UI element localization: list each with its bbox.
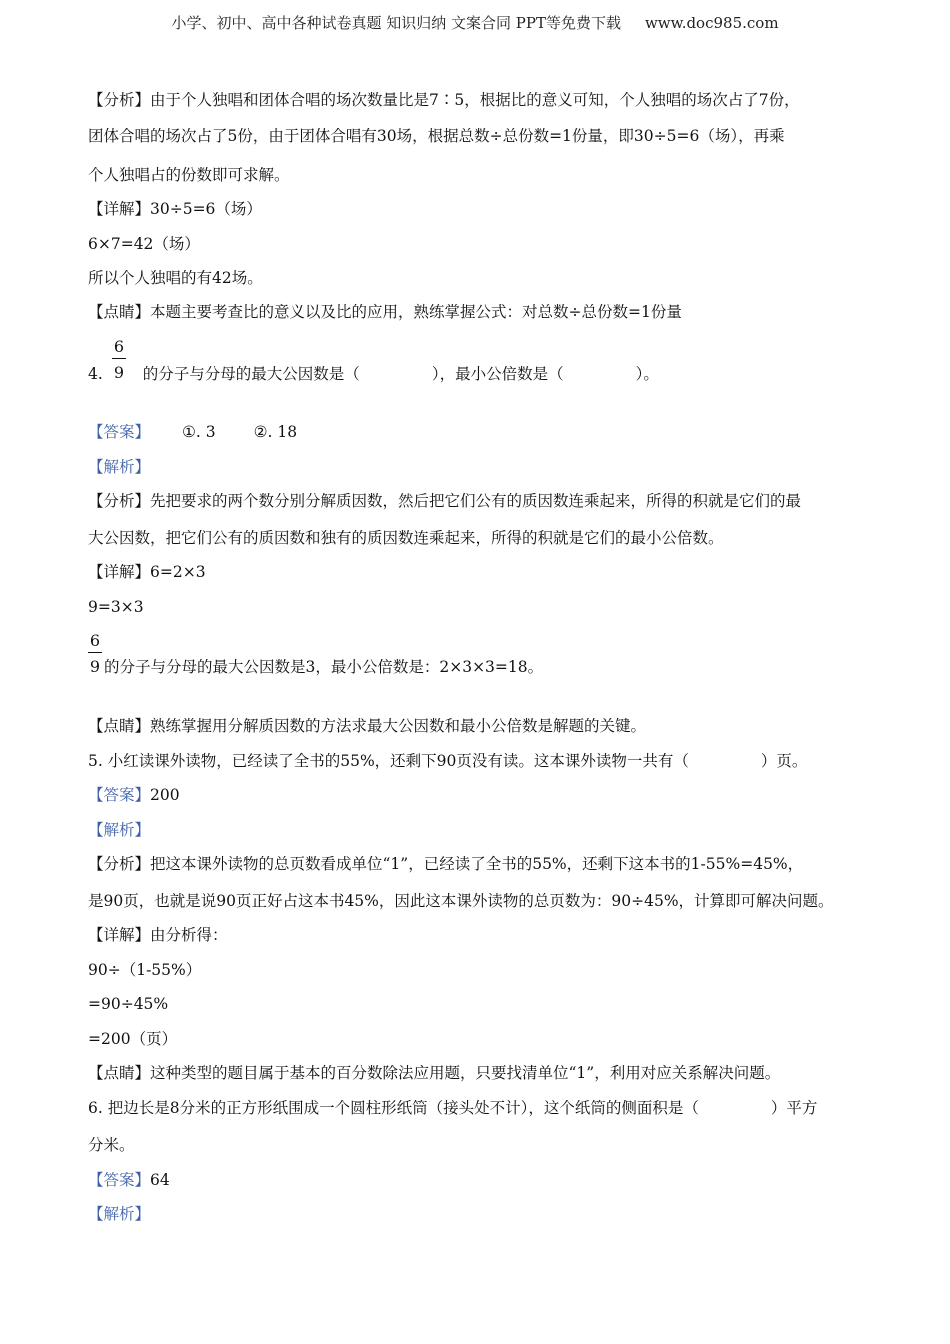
fraction-bar	[112, 358, 126, 359]
q4-question	[88, 364, 659, 384]
q5-analysis-2: 是90页，也就是说90页正好占这本书45%，因此这本课外读物的总页数为：90÷45%，计算即可解决问题。	[88, 892, 834, 910]
q6-answer	[88, 1170, 170, 1190]
dianjing-line: 【点睛】本题主要考查比的意义以及比的应用，熟练掌握公式：对总数÷总份数=1份量	[88, 303, 682, 321]
q4-answer-1: ①. 3	[182, 423, 216, 441]
answer-label: 【答案】	[88, 1171, 151, 1189]
answer-label: 【答案】	[88, 786, 151, 804]
q4-jiexi-label: 【解析】	[88, 458, 151, 476]
q6-question-2: 分米。	[88, 1136, 135, 1154]
detail-line-2: 6×7=42（场）	[88, 235, 200, 253]
q4-text-a: 的分子与分母的最大公因数是（	[142, 365, 360, 383]
q5-analysis-1: 【分析】把这本课外读物的总页数看成单位“1”，已经读了全书的55%，还剩下这本书的1-55%=45%，	[88, 855, 804, 873]
q4-fraction-2-denominator: 9	[89, 657, 101, 676]
fraction-bar	[88, 652, 102, 653]
q5-detail-2: 90÷（1-55%）	[88, 961, 202, 979]
q5-question-a: 5. 小红读课外读物，已经读了全书的55%，还剩下90页没有读。这本课外读物一共有（	[88, 752, 689, 770]
q5-question-b: ）页。	[760, 752, 808, 770]
q4-detail-1: 【详解】6=2×3	[88, 563, 206, 581]
analysis-line-3: 个人独唱占的份数即可求解。	[88, 166, 290, 184]
q6-answer-value: 64	[150, 1171, 170, 1189]
q4-fraction-numerator: 6	[113, 337, 125, 356]
detail-line-3: 所以个人独唱的有42场。	[88, 269, 263, 287]
q4-text-c: ）。	[635, 365, 659, 383]
detail-line-1: 【详解】30÷5=6（场）	[88, 200, 262, 218]
q4-answer-2: ②. 18	[253, 423, 298, 441]
q4-detail-3: 的分子与分母的最大公因数是3，最小公倍数是：2×3×3=18。	[104, 658, 544, 676]
analysis-line-1: 【分析】由于个人独唱和团体合唱的场次数量比是7∶5，根据比的意义可知，个人独唱的场次占了7份，	[88, 91, 800, 109]
q5-detail-3: =90÷45%	[88, 995, 169, 1013]
q5-detail-1: 【详解】由分析得：	[88, 926, 228, 944]
q4-analysis-1: 【分析】先把要求的两个数分别分解质因数，然后把它们公有的质因数连乘起来，所得的积就是它们的最	[88, 492, 802, 510]
q6-jiexi-label: 【解析】	[88, 1205, 151, 1223]
q4-fraction-denominator: 9	[113, 363, 125, 382]
q4-answer	[88, 422, 297, 442]
q5-jiexi-label: 【解析】	[88, 821, 151, 839]
q5-detail-4: =200（页）	[88, 1030, 178, 1048]
answer-label: 【答案】	[88, 423, 151, 441]
q6-question-b: ）平方	[770, 1099, 818, 1117]
header-url[interactable]: www.doc985.com	[644, 14, 779, 32]
q4-analysis-2: 大公因数，把它们公有的质因数和独有的质因数连乘起来，所得的积就是它们的最小公倍数。	[88, 529, 724, 547]
q6-question	[88, 1098, 817, 1118]
q5-question	[88, 751, 807, 771]
q4-fraction-2-numerator: 6	[89, 631, 101, 650]
q5-answer	[88, 785, 180, 805]
page-header	[0, 12, 950, 33]
q4-fraction-2	[88, 632, 102, 676]
q6-question-a: 6. 把边长是8分米的正方形纸围成一个圆柱形纸筒（接头处不计），这个纸筒的侧面积是（	[88, 1099, 699, 1117]
q4-text-b: ），最小公倍数是（	[431, 365, 564, 383]
q5-answer-value: 200	[150, 786, 180, 804]
q4-detail-2: 9=3×3	[88, 598, 144, 616]
analysis-line-2: 团体合唱的场次占了5份，由于团体合唱有30场，根据总数÷总份数=1份量，即30÷5=6（场），再乘	[88, 127, 785, 145]
q4-dianjing: 【点睛】熟练掌握用分解质因数的方法求最大公因数和最小公倍数是解题的关键。	[88, 717, 647, 735]
q5-dianjing: 【点睛】这种类型的题目属于基本的百分数除法应用题，只要找清单位“1”，利用对应关系解决问题。	[88, 1064, 781, 1082]
header-text: 小学、初中、高中各种试卷真题 知识归纳 文案合同 PPT等免费下载	[171, 14, 621, 32]
q4-number: 4.	[88, 365, 103, 383]
